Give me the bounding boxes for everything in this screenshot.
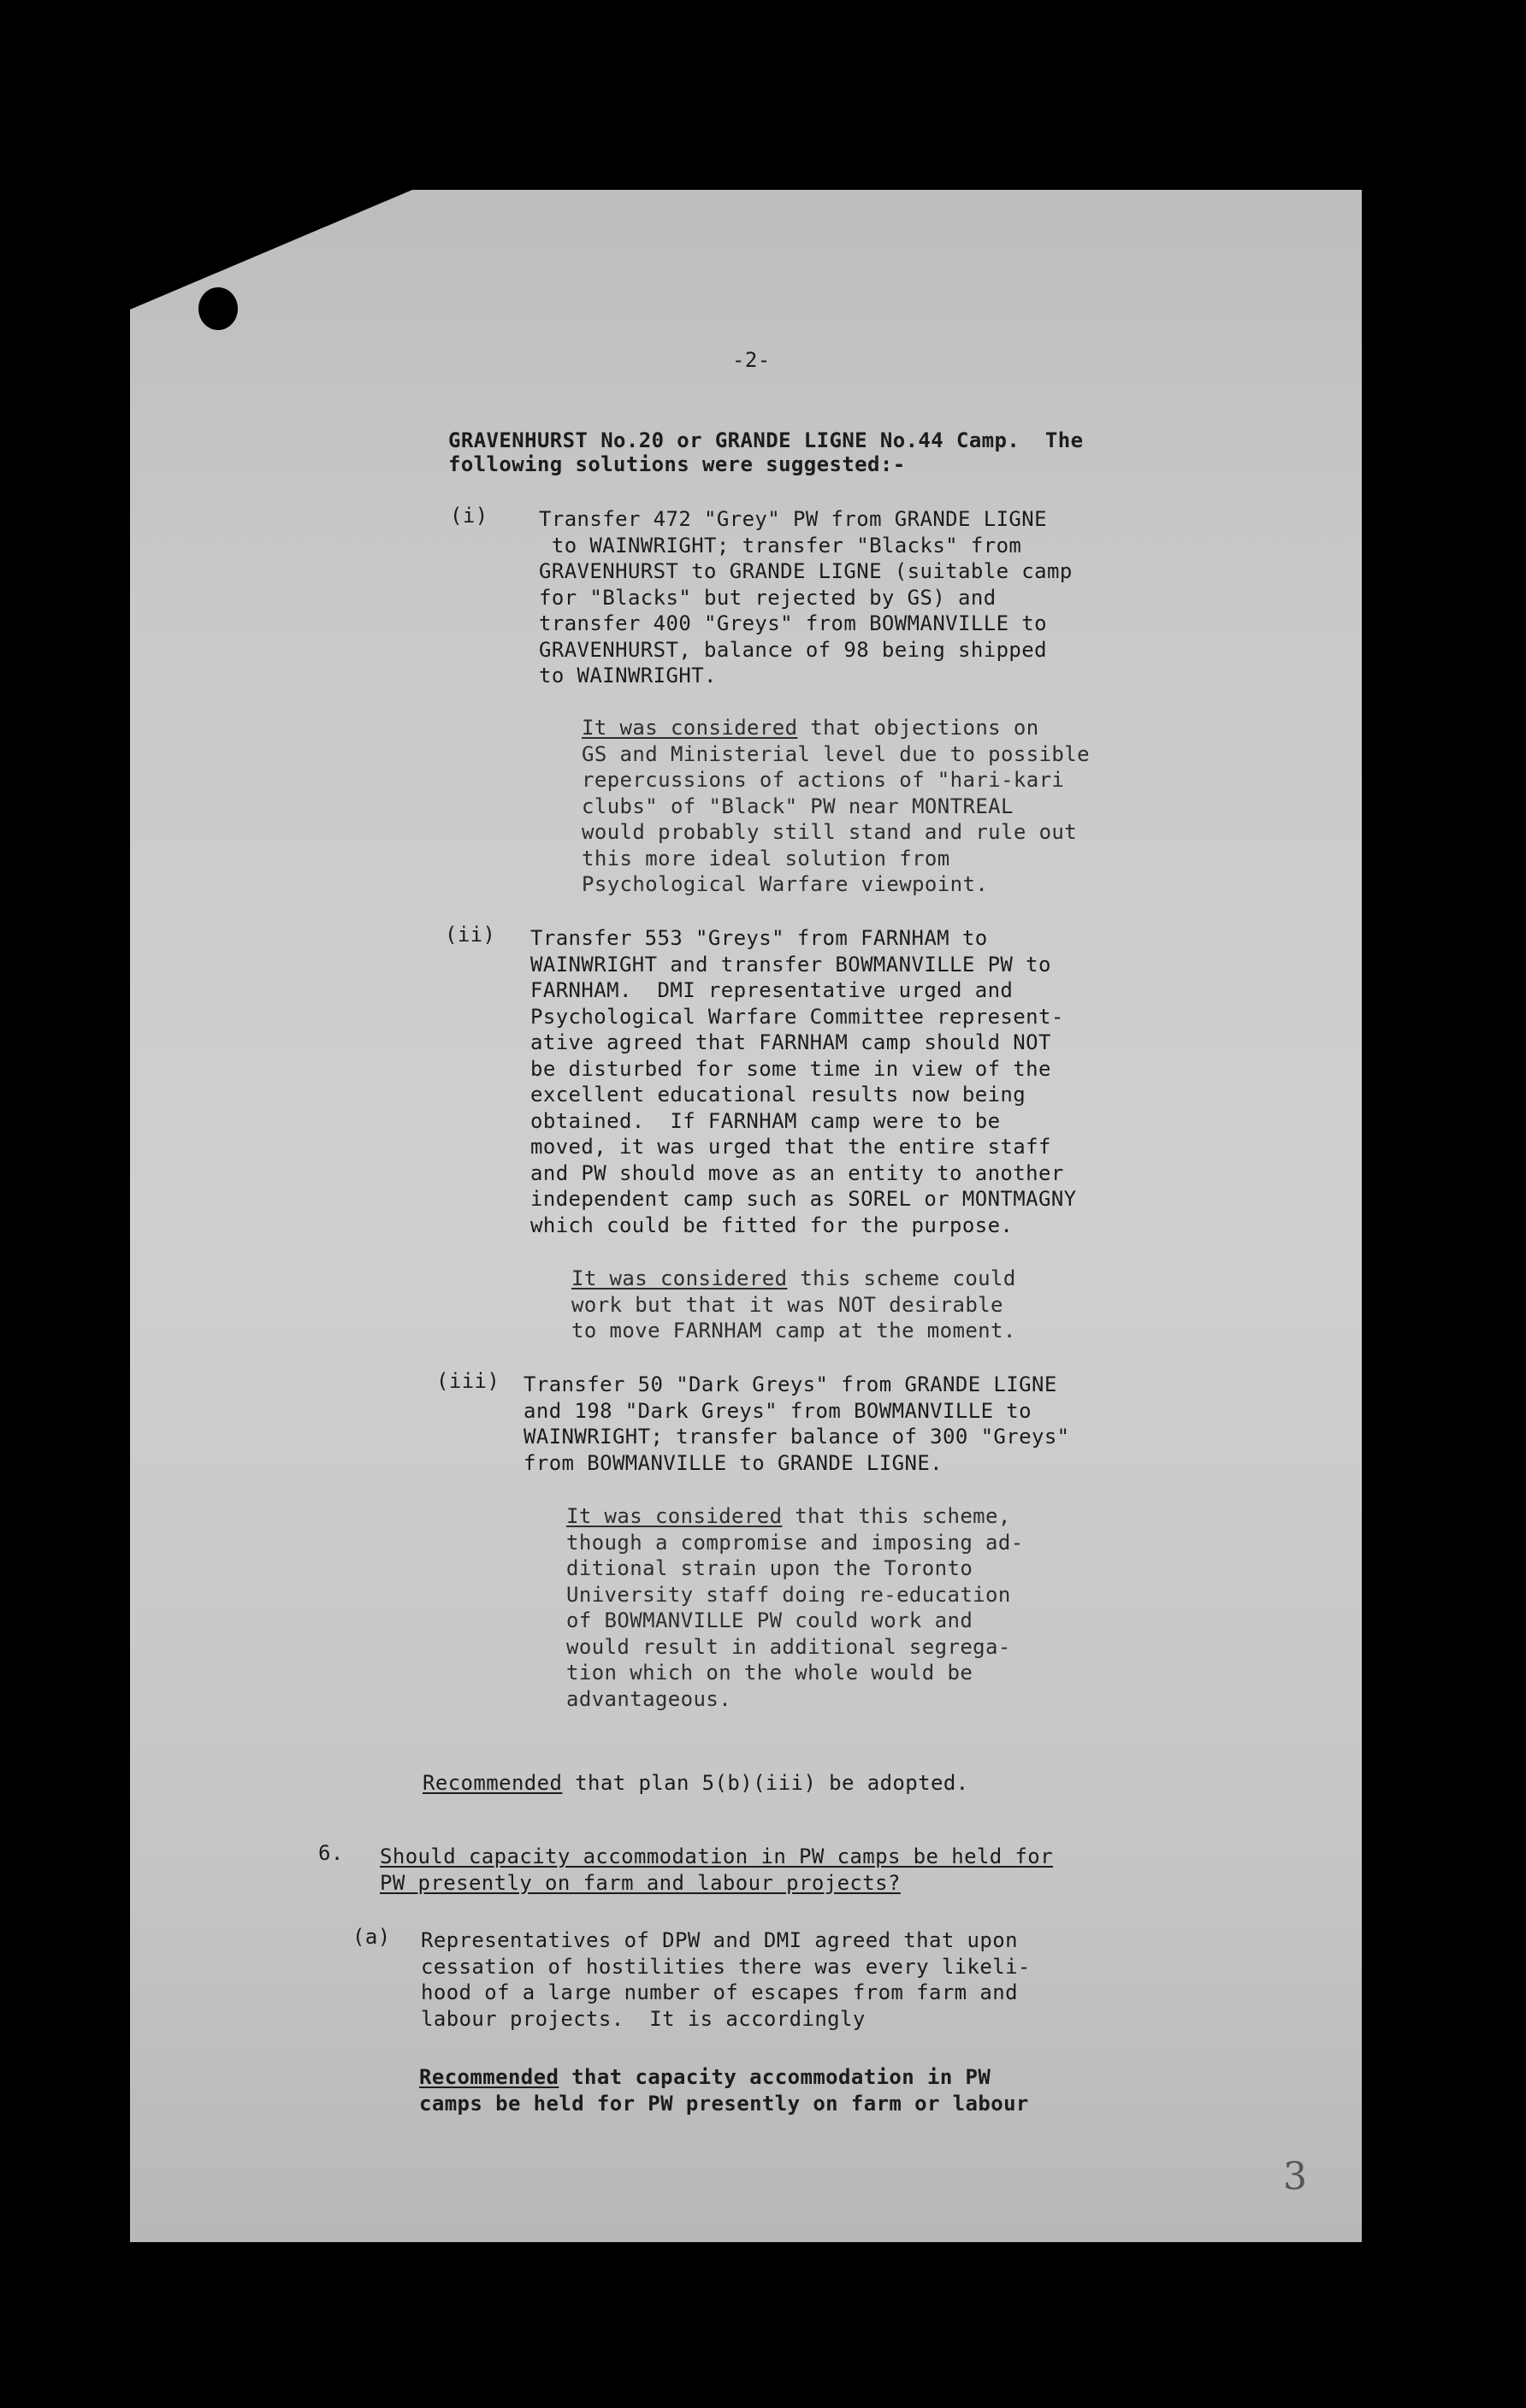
item-i-line-3: GRAVENHURST to GRANDE LIGNE (suitable camp bbox=[539, 559, 1073, 583]
item-i-note-line-6: this more ideal solution from bbox=[582, 846, 950, 871]
item-i-line-4: for "Blacks" but rejected by GS) and bbox=[539, 585, 997, 610]
section-6-sub-a-line-4: labour projects. It is accordingly bbox=[421, 2006, 866, 2031]
page-marker: -2- bbox=[732, 348, 771, 372]
item-ii-line-7: excellent educational results now being bbox=[530, 1083, 1026, 1107]
item-ii-line-10: and PW should move as an entity to another bbox=[530, 1160, 1064, 1185]
item-iii-note-lead: It was considered bbox=[566, 1504, 783, 1528]
section-6-sub-a-line-1: Representatives of DPW and DMI agreed that upon bbox=[421, 1928, 1018, 1952]
section-6-heading-line-2: PW presently on farm and labour projects? bbox=[380, 1870, 901, 1895]
item-iii-note-line-5: of BOWMANVILLE PW could work and bbox=[566, 1608, 973, 1632]
item-i-note bbox=[582, 715, 1090, 898]
item-iii-line-1: Transfer 50 "Dark Greys" from GRANDE LIGNE bbox=[523, 1372, 1057, 1396]
item-i-note-line-4: clubs" of "Black" PW near MONTREAL bbox=[582, 794, 1014, 818]
section-6-sub-a-text bbox=[421, 1927, 1031, 2032]
section-6-sub-a-label: (a) bbox=[352, 1925, 391, 1949]
item-ii-line-9: moved, it was urged that the entire staff bbox=[530, 1135, 1051, 1159]
item-ii-note-line-3: to move FARNHAM camp at the moment. bbox=[571, 1319, 1016, 1343]
item-iii-text bbox=[523, 1372, 1070, 1476]
item-ii-label: (ii) bbox=[445, 923, 496, 947]
item-i-line-6: GRAVENHURST, balance of 98 being shipped bbox=[539, 637, 1047, 662]
section-6-rec-rest: that capacity accommodation in PW bbox=[559, 2065, 991, 2089]
item-i-note-line-5: would probably still stand and rule out bbox=[582, 820, 1078, 844]
item-ii-line-4: Psychological Warfare Committee represent- bbox=[530, 1004, 1064, 1029]
section-6-heading bbox=[380, 1844, 1053, 1896]
item-iii-line-4: from BOWMANVILLE to GRANDE LIGNE. bbox=[523, 1450, 943, 1475]
recommendation-5 bbox=[423, 1770, 969, 1797]
item-ii-line-5: ative agreed that FARNHAM camp should NOT bbox=[530, 1030, 1051, 1054]
item-iii-note-line-6: would result in additional segrega- bbox=[566, 1634, 1011, 1659]
item-iii-note-line-2: though a compromise and imposing ad- bbox=[566, 1530, 1024, 1555]
item-iii-label: (iii) bbox=[436, 1369, 500, 1393]
item-ii-text bbox=[530, 925, 1077, 1238]
item-ii-note-line-2: work but that it was NOT desirable bbox=[571, 1292, 1003, 1317]
section-6-rec-line-2: camps be held for PW presently on farm or labour bbox=[419, 2091, 1029, 2116]
item-iii-note-line-8: advantageous. bbox=[566, 1686, 732, 1711]
item-i-line-2: to WAINWRIGHT; transfer "Blacks" from bbox=[539, 533, 1022, 558]
item-ii-line-11: independent camp such as SOREL or MONTMAGNY bbox=[530, 1187, 1077, 1211]
section-6-number: 6. bbox=[318, 1841, 344, 1865]
item-i-note-line-3: repercussions of actions of "hari-kari bbox=[582, 768, 1065, 792]
item-i-note-line-2: GS and Ministerial level due to possible bbox=[582, 741, 1090, 766]
section-6-sub-a-line-3: hood of a large number of escapes from farm and bbox=[421, 1980, 1018, 2004]
item-ii-line-1: Transfer 553 "Greys" from FARNHAM to bbox=[530, 926, 988, 950]
intro-line-1: GRAVENHURST No.20 or GRANDE LIGNE No.44 Camp. The bbox=[448, 428, 1084, 452]
item-iii-line-3: WAINWRIGHT; transfer balance of 300 "Greys" bbox=[523, 1425, 1070, 1449]
section-6-recommendation bbox=[419, 2064, 1029, 2116]
item-i-note-lead: It was considered bbox=[582, 716, 798, 740]
item-iii-note-line-7: tion which on the whole would be bbox=[566, 1661, 973, 1685]
recommendation-5-lead: Recommended bbox=[423, 1771, 563, 1795]
recommendation-5-rest: that plan 5(b)(iii) be adopted. bbox=[562, 1771, 969, 1795]
item-ii-line-2: WAINWRIGHT and transfer BOWMANVILLE PW to bbox=[530, 952, 1051, 977]
item-ii-line-3: FARNHAM. DMI representative urged and bbox=[530, 978, 1014, 1002]
item-iii-note-line-4: University staff doing re-education bbox=[566, 1582, 1011, 1607]
item-i-text bbox=[539, 506, 1073, 689]
punch-hole bbox=[198, 287, 238, 330]
handwritten-page-number: 3 bbox=[1283, 2155, 1307, 2198]
item-i-label: (i) bbox=[450, 504, 488, 528]
section-6-heading-line-1: Should capacity accommodation in PW camps be held for bbox=[380, 1844, 1054, 1868]
item-ii-note-rest: this scheme could bbox=[787, 1266, 1016, 1290]
item-iii-note-rest: that this scheme, bbox=[782, 1504, 1011, 1528]
item-ii-line-8: obtained. If FARNHAM camp were to be bbox=[530, 1108, 1001, 1133]
item-ii-line-12: which could be fitted for the purpose. bbox=[530, 1213, 1014, 1237]
item-i-line-7: to WAINWRIGHT. bbox=[539, 664, 717, 688]
item-iii-note bbox=[566, 1503, 1024, 1712]
section-6-rec-lead: Recommended bbox=[419, 2065, 559, 2089]
item-i-line-5: transfer 400 "Greys" from BOWMANVILLE to bbox=[539, 611, 1047, 635]
intro-line-2: following solutions were suggested:- bbox=[448, 452, 906, 476]
item-ii-line-6: be disturbed for some time in view of the bbox=[530, 1056, 1051, 1081]
item-ii-note-lead: It was considered bbox=[571, 1266, 788, 1290]
item-i-note-line-7: Psychological Warfare viewpoint. bbox=[582, 872, 989, 896]
item-i-line-1: Transfer 472 "Grey" PW from GRANDE LIGNE bbox=[539, 507, 1047, 531]
item-ii-note bbox=[571, 1266, 1016, 1344]
item-iii-line-2: and 198 "Dark Greys" from BOWMANVILLE to bbox=[523, 1398, 1032, 1423]
item-iii-note-line-3: ditional strain upon the Toronto bbox=[566, 1556, 973, 1580]
item-i-note-rest: that objections on bbox=[797, 716, 1039, 740]
section-6-sub-a-line-2: cessation of hostilities there was every likeli- bbox=[421, 1954, 1031, 1979]
